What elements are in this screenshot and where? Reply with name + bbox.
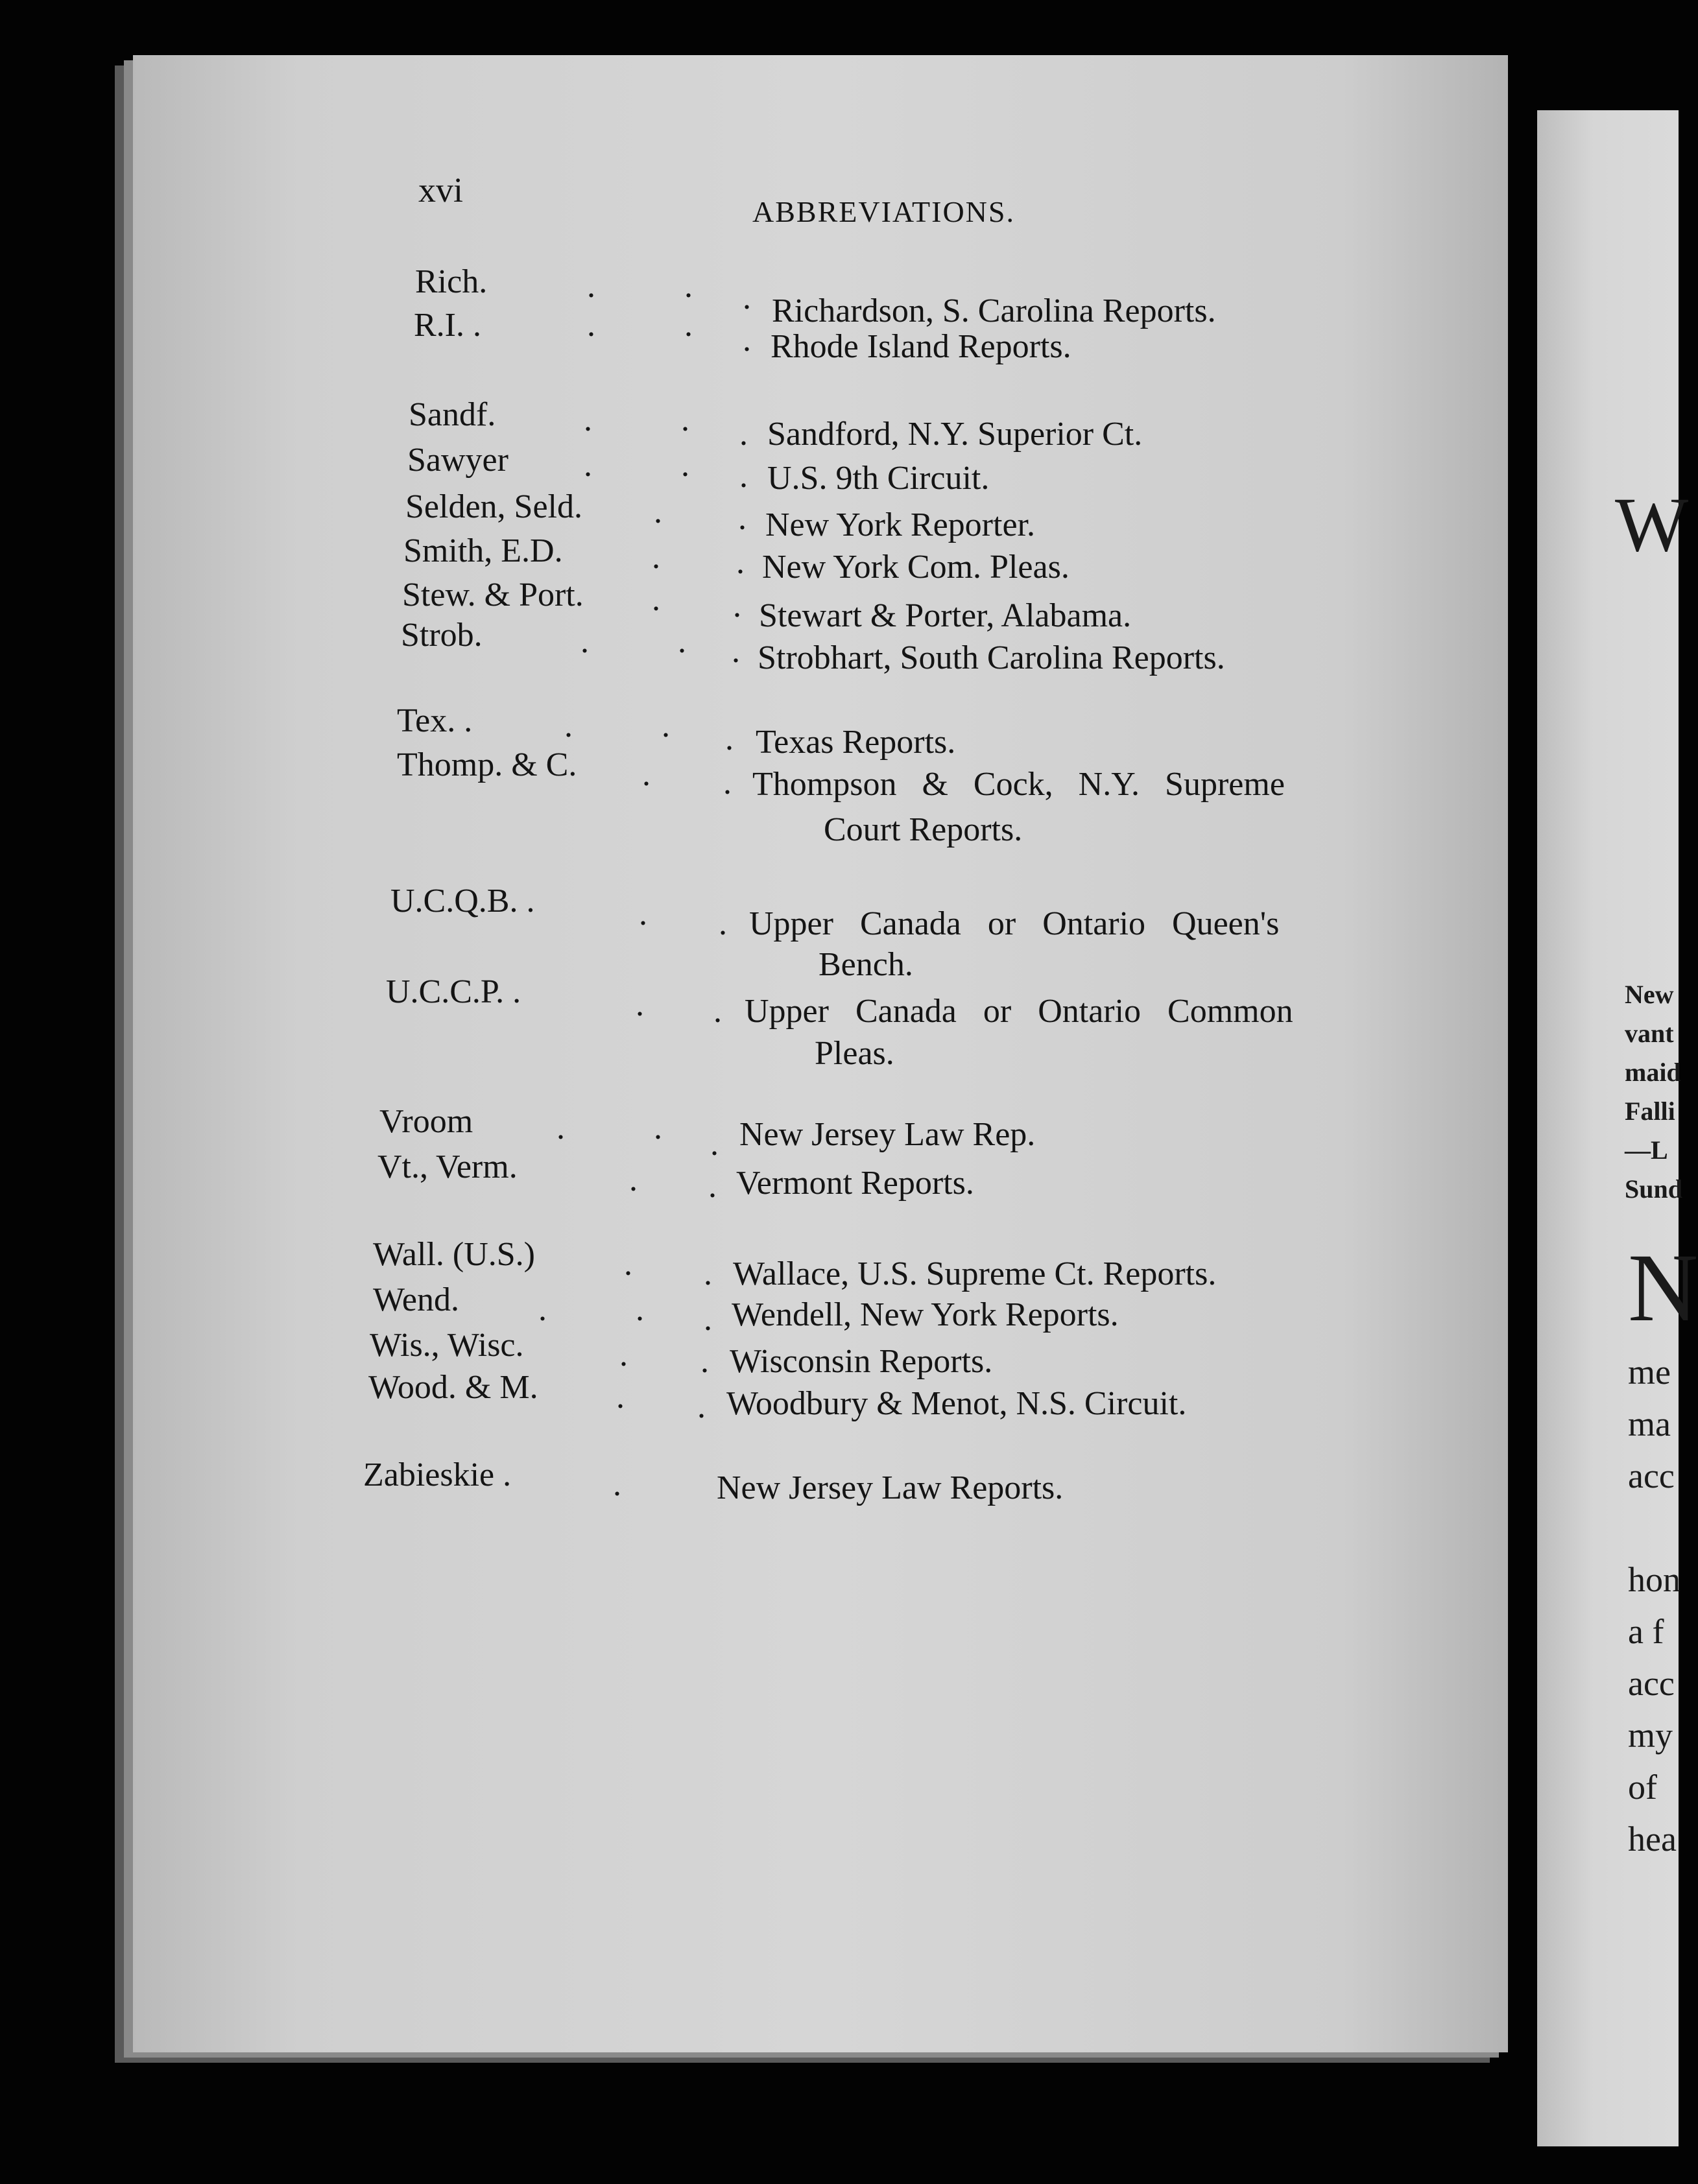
entry-desc: Upper Canada or Ontario Queen's bbox=[749, 905, 1280, 942]
right-page-drop-cap: N bbox=[1628, 1234, 1698, 1342]
entry-abbr: Rich. bbox=[415, 263, 488, 300]
right-page-body-line: me bbox=[1628, 1353, 1671, 1392]
entry-dots: . . bbox=[584, 401, 730, 438]
entry-abbr: Wood. & M. bbox=[368, 1369, 538, 1406]
entry-desc: New York Com. Pleas. bbox=[762, 549, 1070, 586]
entry-lead-dot: . bbox=[736, 544, 745, 581]
entry-lead-dot: . bbox=[700, 1343, 709, 1380]
right-page-body-line: acc bbox=[1628, 1664, 1675, 1703]
entry-abbr: Sawyer bbox=[407, 442, 508, 479]
entry-desc: Wallace, U.S. Supreme Ct. Reports. bbox=[733, 1255, 1217, 1292]
entry-desc-continued: Pleas. bbox=[815, 1035, 894, 1072]
entry-desc: Rhode Island Reports. bbox=[771, 328, 1071, 365]
entry-desc: New Jersey Law Reports. bbox=[717, 1469, 1064, 1506]
right-page-body-line: ma bbox=[1628, 1405, 1671, 1443]
entry-desc: Upper Canada or Ontario Common bbox=[745, 993, 1293, 1030]
right-page-body-line: of bbox=[1628, 1768, 1657, 1807]
entry-dots: . . bbox=[564, 707, 710, 744]
entry-desc: Vermont Reports. bbox=[736, 1165, 974, 1202]
entry-abbr: Vroom bbox=[379, 1103, 473, 1140]
entry-lead-dot: . bbox=[732, 633, 740, 670]
entry-lead-dot: . bbox=[739, 416, 748, 453]
entry-lead-dot: . bbox=[708, 1168, 717, 1205]
entry-dots: . bbox=[639, 896, 688, 932]
entry-desc: Woodbury & Menot, N.S. Circuit. bbox=[726, 1385, 1187, 1422]
right-page-line: maid bbox=[1625, 1058, 1681, 1087]
entry-dots: . bbox=[619, 1336, 668, 1373]
right-page-line: —L bbox=[1625, 1135, 1668, 1165]
entry-lead-dot: . bbox=[733, 588, 741, 624]
entry-lead-dot: . bbox=[719, 905, 727, 942]
entry-desc: U.S. 9th Circuit. bbox=[767, 460, 990, 497]
entry-desc: Wendell, New York Reports. bbox=[732, 1296, 1119, 1333]
right-page-body-line: acc bbox=[1628, 1456, 1675, 1495]
entry-abbr: Strob. bbox=[401, 617, 483, 654]
entry-desc: Thompson & Cock, N.Y. Supreme bbox=[752, 766, 1285, 803]
entry-dots: . bbox=[629, 1161, 678, 1198]
entry-dots: . bbox=[642, 756, 691, 793]
entry-lead-dot: . bbox=[710, 1126, 719, 1163]
right-page-line: Sund bbox=[1625, 1174, 1682, 1204]
page-heading: ABBREVIATIONS. bbox=[752, 195, 1015, 228]
entry-dots: . bbox=[654, 493, 702, 530]
entry-abbr: Sandf. bbox=[409, 396, 496, 433]
entry-abbr: R.I. . bbox=[414, 307, 481, 344]
right-page-body-line: my bbox=[1628, 1716, 1673, 1755]
entry-desc-continued: Court Reports. bbox=[824, 811, 1023, 848]
right-page-body-line: a f bbox=[1628, 1612, 1664, 1651]
entry-dots: . . bbox=[584, 447, 730, 484]
entry-abbr: Thomp. & C. bbox=[397, 746, 577, 783]
entry-desc: New York Reporter. bbox=[765, 506, 1035, 543]
entry-abbr: Selden, Seld. bbox=[405, 488, 582, 525]
right-page-body-line: hon bbox=[1628, 1560, 1680, 1599]
entry-desc: Stewart & Porter, Alabama. bbox=[759, 597, 1132, 634]
entry-dots: . . bbox=[580, 623, 726, 660]
entry-lead-dot: . bbox=[738, 500, 747, 537]
entry-dots: . . bbox=[587, 268, 733, 305]
entry-abbr: U.C.Q.B. . bbox=[390, 883, 535, 920]
entry-abbr: Wis., Wisc. bbox=[370, 1327, 524, 1364]
entry-abbr: Tex. . bbox=[397, 702, 473, 739]
entry-desc: New Jersey Law Rep. bbox=[739, 1116, 1036, 1153]
entry-desc: Texas Reports. bbox=[756, 724, 956, 761]
entry-dots: . . bbox=[538, 1291, 684, 1328]
right-page-line: Falli bbox=[1625, 1097, 1675, 1126]
entry-lead-dot: . bbox=[725, 720, 734, 757]
entry-abbr: U.C.C.P. . bbox=[386, 973, 521, 1010]
right-page-line: vant bbox=[1625, 1019, 1674, 1048]
right-page-line: New bbox=[1625, 980, 1674, 1009]
entry-abbr: Zabieskie . bbox=[363, 1456, 512, 1493]
entry-dots: . . bbox=[587, 307, 733, 344]
right-page-heading-letter: W bbox=[1615, 481, 1689, 567]
entry-dots: . bbox=[616, 1379, 665, 1416]
entry-desc: Richardson, S. Carolina Reports. bbox=[772, 292, 1216, 329]
entry-abbr: Vt., Verm. bbox=[377, 1148, 518, 1185]
page-number: xvi bbox=[418, 171, 464, 209]
entry-desc: Wisconsin Reports. bbox=[730, 1343, 993, 1380]
entry-dots: . bbox=[624, 1246, 673, 1283]
entry-desc: Sandford, N.Y. Superior Ct. bbox=[767, 416, 1143, 453]
entry-desc-continued: Bench. bbox=[819, 946, 913, 983]
entry-abbr: Wend. bbox=[373, 1281, 459, 1318]
entry-abbr: Smith, E.D. bbox=[403, 532, 563, 569]
entry-dots: . . bbox=[556, 1110, 702, 1146]
entry-dots: . bbox=[613, 1466, 662, 1503]
entry-lead-dot: . bbox=[704, 1255, 712, 1292]
entry-abbr: Stew. & Port. bbox=[402, 576, 584, 613]
entry-lead-dot: . bbox=[697, 1388, 706, 1425]
entry-lead-dot: . bbox=[704, 1301, 712, 1338]
entry-lead-dot: . bbox=[743, 322, 751, 359]
entry-lead-dot: . bbox=[723, 765, 732, 801]
entry-lead-dot: . bbox=[713, 993, 722, 1030]
entry-desc: Strobhart, South Carolina Reports. bbox=[758, 639, 1225, 676]
entry-dots: . bbox=[652, 539, 700, 576]
entry-dots: . bbox=[636, 986, 684, 1023]
entry-lead-dot: . bbox=[743, 279, 751, 316]
entry-dots: . bbox=[652, 581, 700, 618]
entry-abbr: Wall. (U.S.) bbox=[373, 1236, 535, 1273]
right-page-body-line: hea bbox=[1628, 1820, 1677, 1858]
entry-lead-dot: . bbox=[739, 458, 748, 495]
